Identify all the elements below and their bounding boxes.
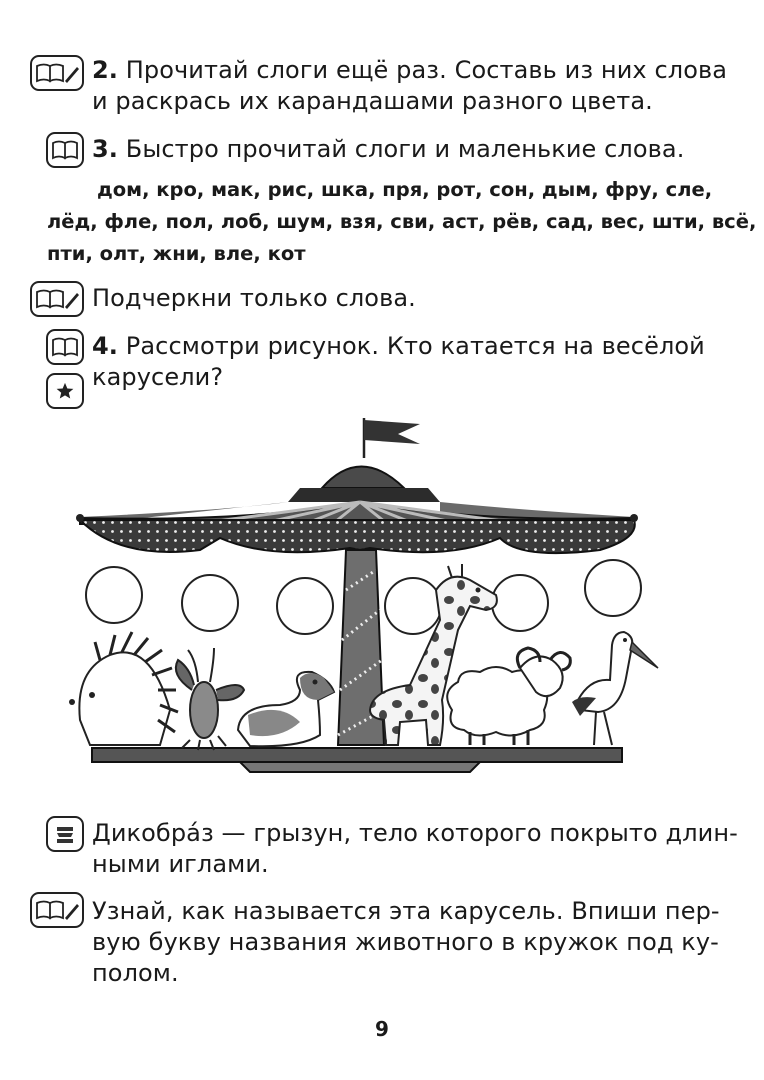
letter-circle-3 (277, 578, 333, 634)
task3-number: 3. (92, 135, 119, 163)
task4-number: 4. (92, 332, 119, 360)
letter-circle-2 (182, 575, 238, 631)
letter-circle-4 (385, 578, 441, 634)
star-icon (46, 373, 84, 409)
book-pencil-icon (30, 55, 84, 91)
letter-circle-5 (492, 575, 548, 631)
syllable-line-1: дом, кро, мак, рис, шка, пря, рот, сон, дым, фру, сле, (97, 178, 713, 201)
note-text (92, 818, 738, 880)
carousel-base (92, 748, 622, 772)
page-number: 9 (375, 1017, 389, 1041)
task2-text (92, 55, 727, 117)
duck-icon (238, 672, 334, 746)
task2-line1: Прочитай слоги ещё раз. Составь из них слова (125, 56, 728, 84)
note-line1: Дикобра́з — грызун, тело которого покрыто длин- (92, 819, 738, 847)
book-pencil-icon (30, 892, 84, 928)
task4-line2: карусели? (92, 363, 224, 391)
stork-icon (572, 632, 658, 745)
carousel-roof (76, 467, 638, 554)
task3-line1: Быстро прочитай слоги и маленькие слова. (125, 135, 685, 163)
note-line2: ными иглами. (92, 850, 269, 878)
final-line1: Узнай, как называется эта карусель. Впиши пер- (92, 897, 720, 925)
flag-icon (364, 418, 420, 458)
final-line3: полом. (92, 959, 179, 987)
sheep-icon (447, 648, 570, 745)
book-icon (46, 329, 84, 365)
porcupine-icon (69, 632, 178, 745)
book-pencil-icon (30, 281, 84, 317)
syllable-line-3: пти, олт, жни, вле, кот (47, 242, 306, 265)
final-line2: вую букву названия животного в кружок под ку- (92, 928, 719, 956)
carousel-illustration (0, 410, 764, 780)
task4-text (92, 331, 705, 393)
task3-instruction: Подчеркни только слова. (92, 284, 416, 312)
task3-title (92, 134, 684, 165)
crayfish-icon (176, 648, 244, 750)
letter-circle-6 (585, 560, 641, 616)
syllable-line-2: лёд, фле, пол, лоб, шум, взя, сви, аст, рёв, сад, вес, шти, всё, (47, 210, 757, 233)
book-icon (46, 132, 84, 168)
task4-line1: Рассмотри рисунок. Кто катается на весёлой (125, 332, 705, 360)
letter-circle-1 (86, 567, 142, 623)
final-text (92, 896, 720, 989)
task2-line2: и раскрась их карандашами разного цвета. (92, 87, 653, 115)
books-stack-icon (46, 816, 84, 852)
task2-number: 2. (92, 56, 119, 84)
